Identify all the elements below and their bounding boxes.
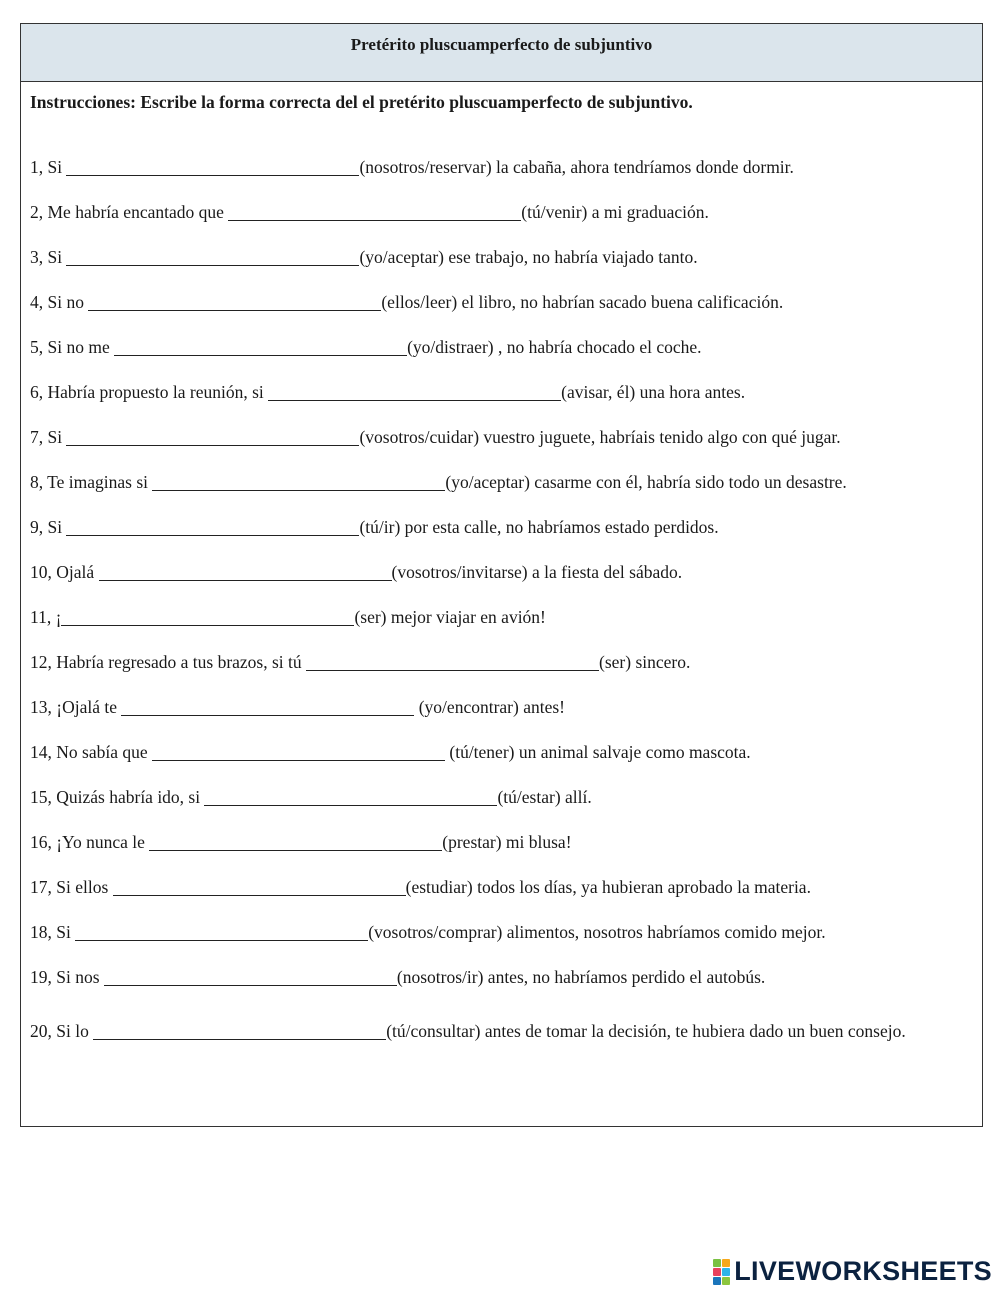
- exercise-item: [30, 604, 970, 649]
- exercise-prompt-end: (tú/consultar) antes de tomar la decisión, te hubiera dado un buen consejo.: [386, 1021, 906, 1041]
- exercise-item: [30, 514, 970, 559]
- answer-blank[interactable]: [113, 878, 406, 896]
- answer-blank[interactable]: [88, 293, 381, 311]
- exercise-prompt-end: (tú/estar) allí.: [497, 787, 592, 807]
- exercise-item: [30, 334, 970, 379]
- answer-blank[interactable]: [152, 473, 445, 491]
- answer-blank[interactable]: [228, 203, 521, 221]
- exercise-prompt-start: 9, Si: [30, 517, 67, 537]
- exercise-prompt-start: 7, Si: [30, 427, 67, 447]
- exercise-prompt-start: 11, ¡: [30, 607, 62, 627]
- exercise-item: [30, 739, 970, 784]
- exercise-prompt-end: (vosotros/cuidar) vuestro juguete, habríais tenido algo con qué jugar.: [359, 427, 841, 447]
- exercise-prompt-end: (nosotros/ir) antes, no habríamos perdido el autobús.: [396, 967, 766, 987]
- exercise-list: [30, 154, 970, 1054]
- logo-block: [722, 1268, 730, 1276]
- exercise-prompt-end: (vosotros/comprar) alimentos, nosotros habríamos comido mejor.: [368, 922, 826, 942]
- exercise-prompt-start: 18, Si: [30, 922, 76, 942]
- exercise-prompt-start: 8, Te imaginas si: [30, 472, 153, 492]
- exercise-prompt-end: (tú/tener) un animal salvaje como mascota.: [445, 742, 751, 762]
- answer-blank[interactable]: [114, 338, 407, 356]
- answer-blank[interactable]: [104, 968, 397, 986]
- exercise-prompt-start: 1, Si: [30, 157, 67, 177]
- answer-blank[interactable]: [149, 833, 442, 851]
- answer-blank[interactable]: [66, 158, 359, 176]
- exercise-prompt-start: 19, Si nos: [30, 967, 104, 987]
- exercise-item: [30, 919, 970, 964]
- exercise-prompt-end: (prestar) mi blusa!: [442, 832, 572, 852]
- answer-blank[interactable]: [121, 698, 414, 716]
- logo-text: LIVEWORKSHEETS: [734, 1256, 992, 1286]
- exercise-item: [30, 154, 970, 199]
- worksheet-header: [21, 24, 982, 82]
- exercise-prompt-end: (tú/ir) por esta calle, no habríamos estado perdidos.: [359, 517, 719, 537]
- answer-blank[interactable]: [152, 743, 445, 761]
- logo-block: [713, 1277, 721, 1285]
- worksheet-box: [20, 23, 983, 1127]
- answer-blank[interactable]: [204, 788, 497, 806]
- page-title: Pretérito pluscuamperfecto de subjuntivo: [350, 35, 653, 54]
- exercise-item: [30, 289, 970, 334]
- exercise-item: [30, 1009, 970, 1054]
- answer-blank[interactable]: [66, 248, 359, 266]
- exercise-prompt-end: (estudiar) todos los días, ya hubieran aprobado la materia.: [405, 877, 811, 897]
- exercise-prompt-start: 17, Si ellos: [30, 877, 113, 897]
- exercise-item: [30, 469, 970, 514]
- exercise-prompt-end: (ser) sincero.: [599, 652, 691, 672]
- answer-blank[interactable]: [66, 428, 359, 446]
- exercise-item: [30, 559, 970, 604]
- logo-block: [713, 1268, 721, 1276]
- exercise-item: [30, 244, 970, 289]
- exercise-item: [30, 694, 970, 739]
- logo-block: [713, 1259, 721, 1267]
- exercise-item: [30, 379, 970, 424]
- answer-blank[interactable]: [66, 518, 359, 536]
- exercise-prompt-end: (ellos/leer) el libro, no habrían sacado buena calificación.: [381, 292, 784, 312]
- exercise-prompt-end: (yo/encontrar) antes!: [414, 697, 565, 717]
- answer-blank[interactable]: [93, 1022, 386, 1040]
- exercise-prompt-start: 4, Si no: [30, 292, 89, 312]
- exercise-prompt-start: 13, ¡Ojalá te: [30, 697, 122, 717]
- exercise-prompt-end: (yo/distraer) , no habría chocado el coche.: [407, 337, 702, 357]
- exercise-prompt-start: 14, No sabía que: [30, 742, 152, 762]
- exercise-prompt-start: 2, Me habría encantado que: [30, 202, 229, 222]
- exercise-prompt-end: (avisar, él) una hora antes.: [561, 382, 746, 402]
- exercise-prompt-start: 6, Habría propuesto la reunión, si: [30, 382, 269, 402]
- exercise-item: [30, 649, 970, 694]
- logo-blocks-icon: [713, 1259, 730, 1285]
- logo-block: [722, 1277, 730, 1285]
- exercise-prompt-end: (yo/aceptar) casarme con él, habría sido todo un desastre.: [445, 472, 847, 492]
- exercise-prompt-start: 15, Quizás habría ido, si: [30, 787, 205, 807]
- exercise-prompt-start: 5, Si no me: [30, 337, 115, 357]
- exercise-item: [30, 424, 970, 469]
- logo-block: [722, 1259, 730, 1267]
- exercise-prompt-end: (tú/venir) a mi graduación.: [521, 202, 709, 222]
- exercise-item: [30, 874, 970, 919]
- instructions-text: Instrucciones: Escribe la forma correcta del el pretérito pluscuamperfecto de subjuntivo.: [30, 92, 693, 112]
- exercise-item: [30, 829, 970, 874]
- exercise-item: [30, 964, 970, 1009]
- exercise-prompt-end: (vosotros/invitarse) a la fiesta del sábado.: [391, 562, 683, 582]
- exercise-prompt-end: (ser) mejor viajar en avión!: [354, 607, 546, 627]
- exercise-item: [30, 784, 970, 829]
- answer-blank[interactable]: [75, 923, 368, 941]
- exercise-item: [30, 199, 970, 244]
- exercise-prompt-end: (yo/aceptar) ese trabajo, no habría viajado tanto.: [359, 247, 698, 267]
- answer-blank[interactable]: [306, 653, 599, 671]
- exercise-prompt-end: (nosotros/reservar) la cabaña, ahora tendríamos donde dormir.: [359, 157, 794, 177]
- exercise-prompt-start: 16, ¡Yo nunca le: [30, 832, 150, 852]
- liveworksheets-logo: [713, 1256, 992, 1287]
- exercise-prompt-start: 10, Ojalá: [30, 562, 99, 582]
- answer-blank[interactable]: [268, 383, 561, 401]
- answer-blank[interactable]: [99, 563, 392, 581]
- exercise-prompt-start: 3, Si: [30, 247, 67, 267]
- exercise-prompt-start: 20, Si lo: [30, 1021, 94, 1041]
- exercise-prompt-start: 12, Habría regresado a tus brazos, si tú: [30, 652, 307, 672]
- answer-blank[interactable]: [61, 608, 354, 626]
